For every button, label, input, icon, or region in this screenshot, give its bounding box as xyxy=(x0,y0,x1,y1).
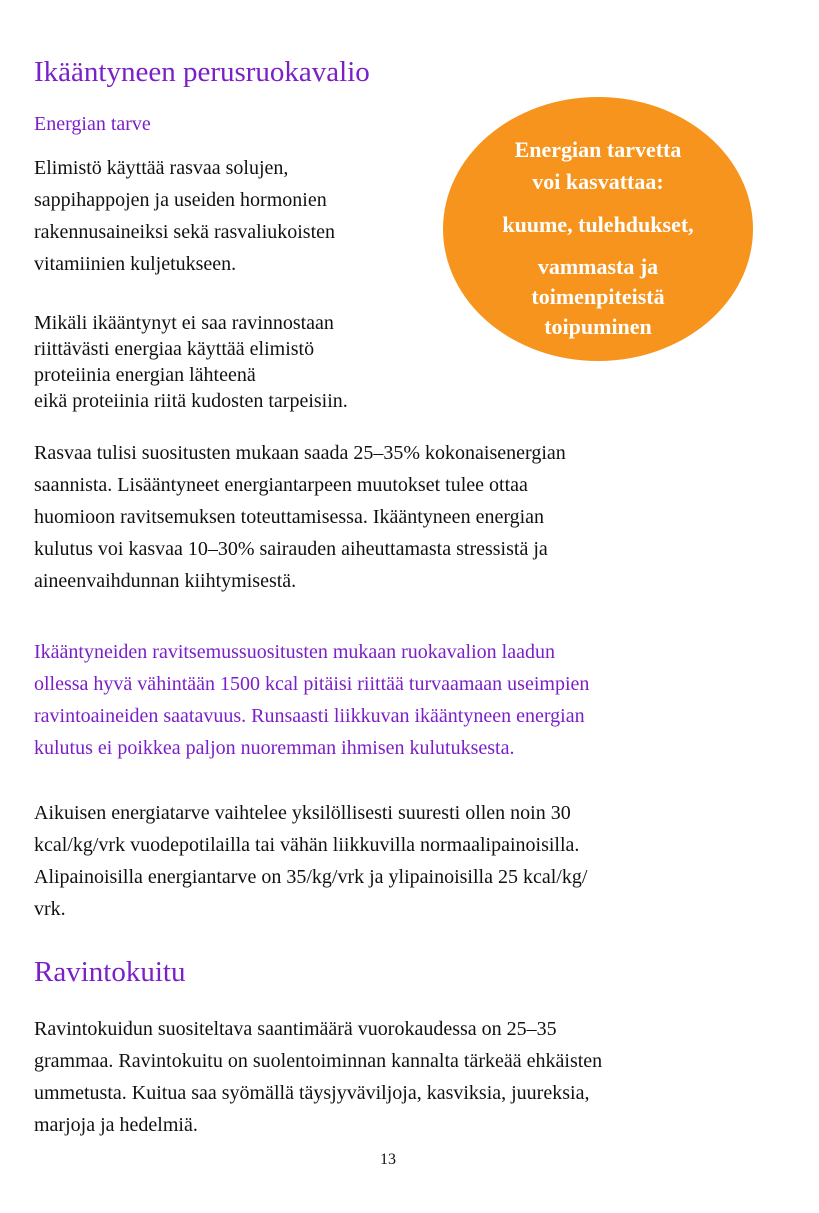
page-number: 13 xyxy=(380,1151,396,1168)
protein-paragraph xyxy=(34,310,348,414)
paragraph-line: Alipainoisilla energiantarve on 35/kg/vrk ja ylipainoisilla 25 kcal/kg/ xyxy=(34,866,588,888)
paragraph-line: proteiinia energian lähteenä xyxy=(34,364,256,386)
section-subtitle: Energian tarve xyxy=(34,113,151,135)
paragraph-line: aineenvaihdunnan kiihtymisestä. xyxy=(34,570,297,592)
page-title: Ikääntyneen perusruokavalio xyxy=(34,56,370,88)
callout-line: voi kasvattaa: xyxy=(532,169,664,194)
callout-line: kuume, tulehdukset, xyxy=(502,212,694,237)
fat-paragraph xyxy=(34,437,566,597)
paragraph-line: ummetusta. Kuitua saa syömällä täysjyväviljoja, kasviksia, juureksia, xyxy=(34,1082,590,1104)
recommendation-paragraph xyxy=(34,636,589,764)
paragraph-line: kcal/kg/vrk vuodepotilailla tai vähän liikkuvilla normaalipainoisilla. xyxy=(34,834,580,856)
paragraph-line: vrk. xyxy=(34,898,66,920)
paragraph-line: kulutus voi kasvaa 10–30% sairauden aiheuttamasta stressistä ja xyxy=(34,538,548,560)
intro-paragraph xyxy=(34,152,335,280)
callout-line: toimenpiteistä xyxy=(531,284,665,309)
paragraph-line: kulutus ei poikkea paljon nuoremman ihmisen kulutuksesta. xyxy=(34,737,515,759)
paragraph-line: Ikääntyneiden ravitsemussuositusten mukaan ruokavalion laadun xyxy=(34,641,555,663)
paragraph-line: Aikuisen energiatarve vaihtelee yksilöllisesti suuresti ollen noin 30 xyxy=(34,802,571,824)
paragraph-line: huomioon ravitsemuksen toteuttamisessa. Ikääntyneen energian xyxy=(34,506,545,528)
paragraph-line: Mikäli ikääntynyt ei saa ravinnostaan xyxy=(34,312,334,334)
paragraph-line: sappihappojen ja useiden hormonien xyxy=(34,189,327,211)
callout-line: toipuminen xyxy=(544,314,652,339)
paragraph-line: saannista. Lisääntyneet energiantarpeen muutokset tulee ottaa xyxy=(34,474,528,496)
callout-line: vammasta ja xyxy=(537,254,659,279)
paragraph-line: eikä proteiinia riitä kudosten tarpeisiin. xyxy=(34,390,348,412)
paragraph-line: Rasvaa tulisi suositusten mukaan saada 25–35% kokonaisenergian xyxy=(34,442,566,464)
energy-callout-circle xyxy=(443,97,753,361)
paragraph-line: grammaa. Ravintokuitu on suolentoiminnan kannalta tärkeää ehkäisten xyxy=(34,1050,603,1072)
callout-line: Energian tarvetta xyxy=(514,137,682,162)
paragraph-line: Elimistö käyttää rasvaa solujen, xyxy=(34,157,289,179)
paragraph-line: Ravintokuidun suositeltava saantimäärä vuorokaudessa on 25–35 xyxy=(34,1018,557,1040)
paragraph-line: rakennusaineiksi sekä rasvaliukoisten xyxy=(34,221,336,243)
paragraph-line: riittävästi energiaa käyttää elimistö xyxy=(34,338,315,360)
paragraph-line: marjoja ja hedelmiä. xyxy=(34,1114,198,1136)
fiber-paragraph xyxy=(34,1013,602,1141)
paragraph-line: ravintoaineiden saatavuus. Runsaasti liikkuvan ikääntyneen energian xyxy=(34,705,585,727)
paragraph-line: ollessa hyvä vähintään 1500 kcal pitäisi riittää turvaamaan useimpien xyxy=(34,673,590,695)
adult-energy-paragraph xyxy=(34,797,587,925)
section-title-fiber: Ravintokuitu xyxy=(34,956,186,988)
paragraph-line: vitamiinien kuljetukseen. xyxy=(34,253,237,275)
